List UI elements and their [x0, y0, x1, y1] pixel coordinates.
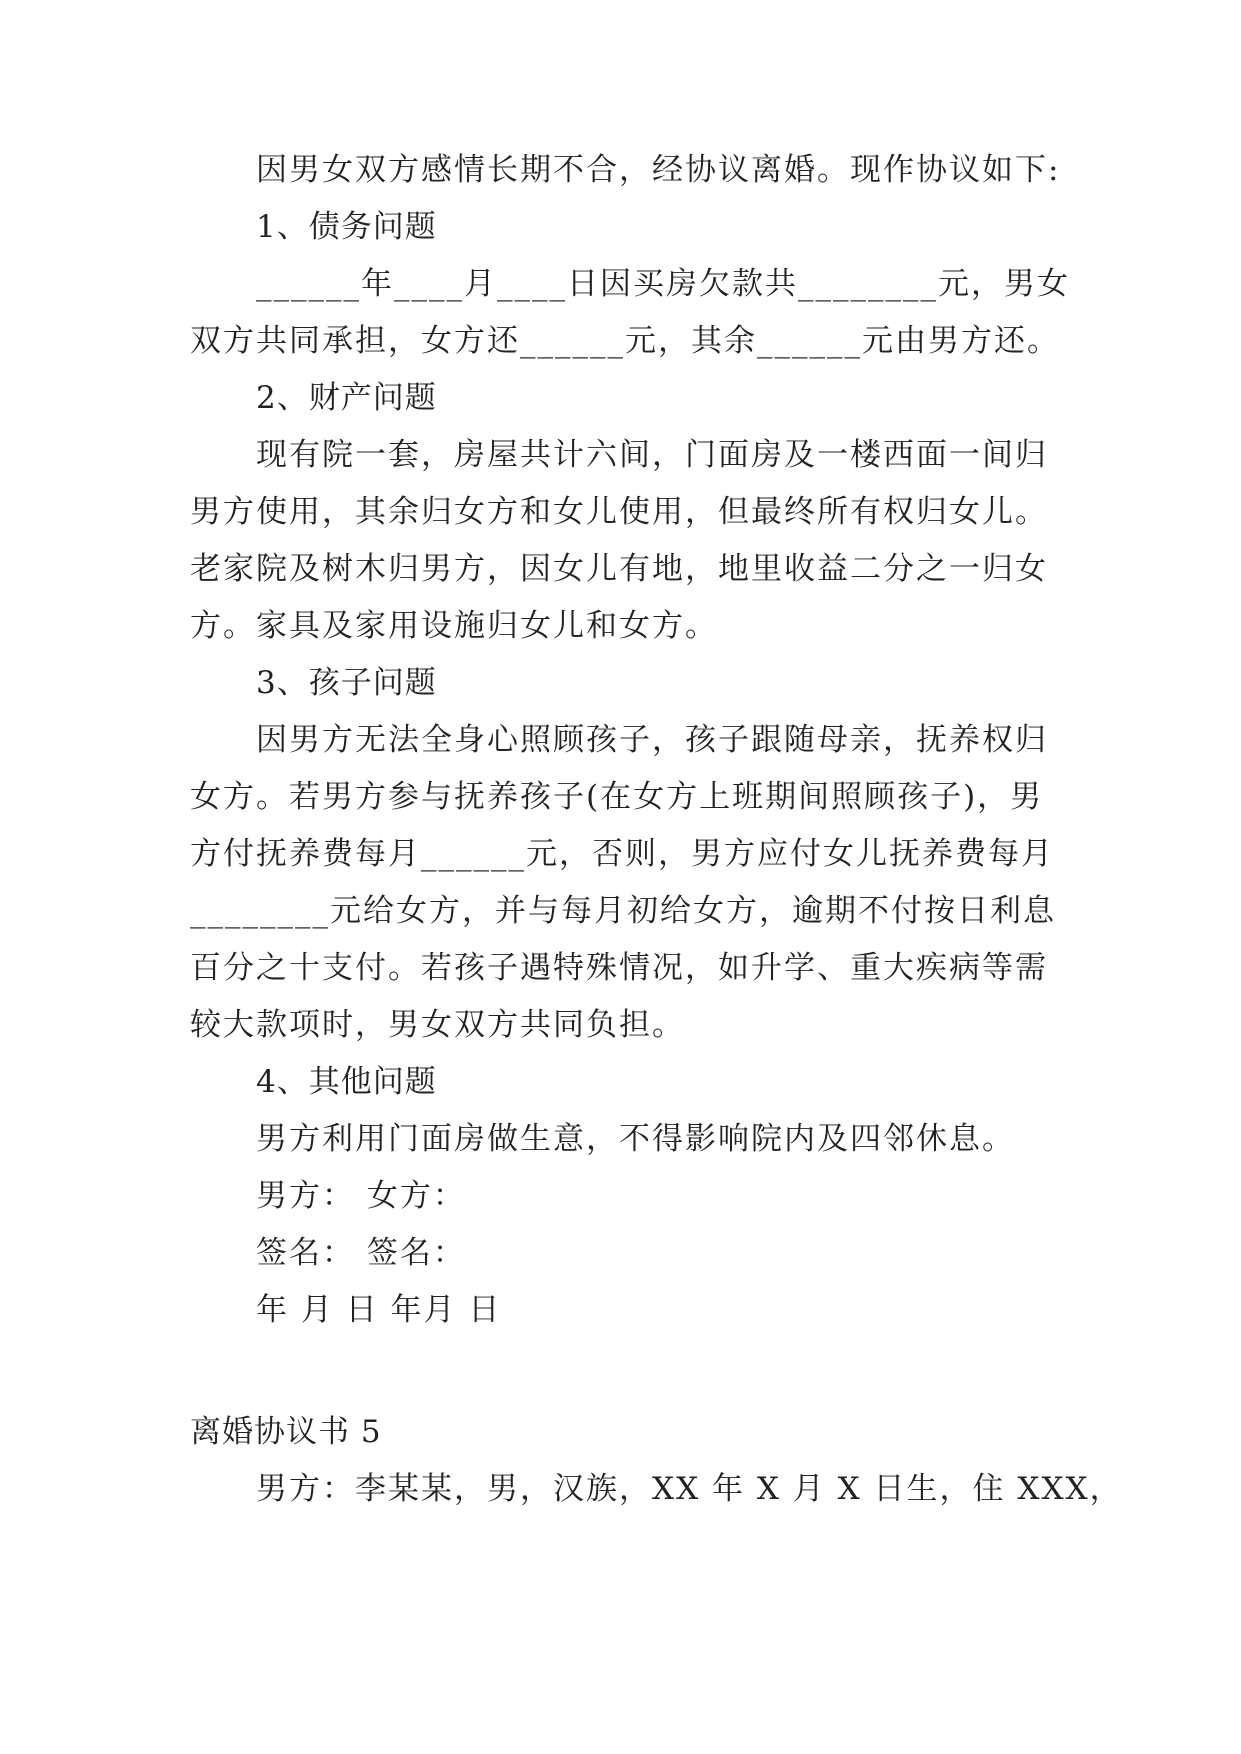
intro-paragraph: 因男女双方感情长期不合，经协议离婚。现作协议如下:	[256, 152, 1061, 188]
signature-label-line: 签名： 签名：	[256, 1235, 466, 1271]
parties-label-line: 男方： 女方：	[256, 1178, 466, 1214]
children-paragraph-line-1: 因男方无法全身心照顾孩子，孩子跟随母亲，抚养权归	[256, 722, 1048, 758]
section-heading-debt: 1、债务问题	[256, 209, 437, 245]
section-heading-children: 3、孩子问题	[256, 665, 437, 701]
property-paragraph-line-3: 老家院及树木归男方，因女儿有地，地里收益二分之一归女	[190, 551, 1048, 587]
section-heading-other: 4、其他问题	[256, 1064, 437, 1100]
children-paragraph-line-6: 较大款项时，男女双方共同负担。	[190, 1007, 685, 1043]
section-heading-property: 2、财产问题	[256, 380, 437, 416]
property-paragraph-line-1: 现有院一套，房屋共计六间，门面房及一楼西面一间归	[256, 437, 1048, 473]
debt-paragraph-line-1: ______年____月____日因买房欠款共________元，男女	[256, 266, 1070, 302]
other-paragraph: 男方利用门面房做生意，不得影响院内及四邻休息。	[256, 1121, 1015, 1157]
debt-paragraph-line-2: 双方共同承担，女方还______元，其余______元由男方还。	[190, 323, 1060, 359]
children-paragraph-line-4: ________元给女方，并与每月初给女方，逾期不付按日利息	[190, 893, 1056, 929]
children-paragraph-line-2: 女方。若男方参与抚养孩子(在女方上班期间照顾孩子)，男	[190, 779, 1044, 815]
children-paragraph-line-3: 方付抚养费每月______元，否则，男方应付女儿抚养费每月	[190, 836, 1054, 872]
document-title-5: 离婚协议书 5	[190, 1414, 382, 1450]
property-paragraph-line-2: 男方使用，其余归女方和女儿使用，但最终所有权归女儿。	[190, 494, 1048, 530]
property-paragraph-line-4: 方。家具及家用设施归女儿和女方。	[190, 608, 718, 644]
male-party-info: 男方：李某某，男，汉族，XX 年 X 月 X 日生，住 XXX，	[256, 1471, 1123, 1507]
date-label-line: 年 月 日 年月 日	[256, 1292, 502, 1328]
children-paragraph-line-5: 百分之十支付。若孩子遇特殊情况，如升学、重大疾病等需	[190, 950, 1048, 986]
